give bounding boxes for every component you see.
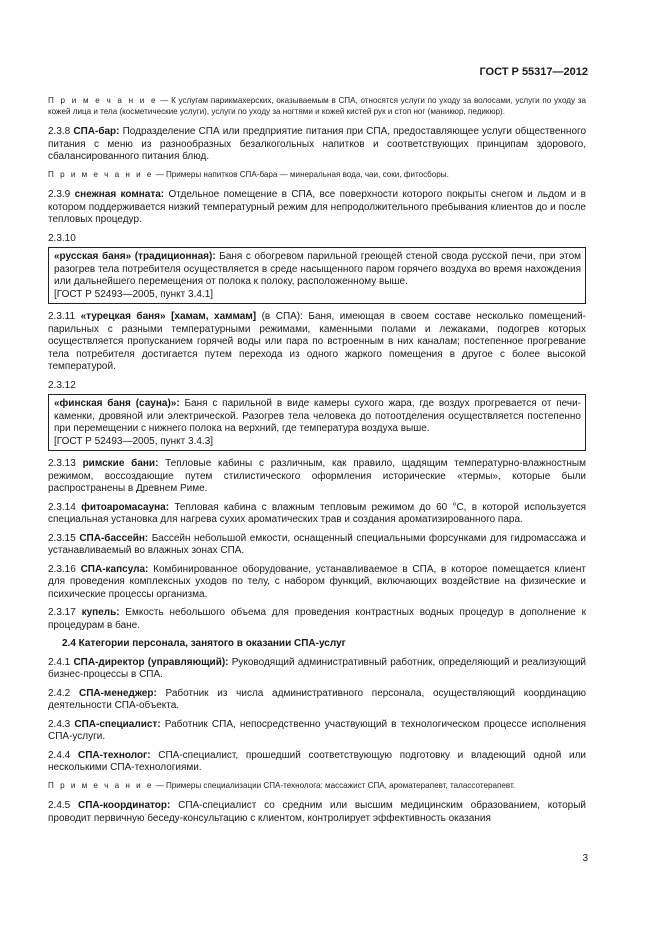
clause-number: 2.3.9 [48, 189, 71, 201]
clause-term: СПА-бар: [73, 126, 120, 138]
clause-2-3-10-box [48, 247, 586, 304]
clause-number: 2.3.14 [48, 501, 76, 513]
clause-number: 2.3.15 [48, 532, 76, 544]
clause-text: СПА-специалист, прошедший соответствующую подготовку и владеющий одной или несколькими СПА-технологиями. [48, 749, 586, 774]
note-label: П р и м е ч а н и е [48, 96, 158, 105]
clause-number: 2.3.16 [48, 563, 76, 575]
clause-2-3-8 [48, 126, 586, 164]
clause-term: фитоаромасауна: [81, 501, 170, 513]
clause-2-3-9 [48, 189, 586, 227]
clause-term: «финская баня (сауна)»: [54, 398, 180, 410]
clause-number: 2.3.11 [48, 311, 76, 323]
note-text: — Примеры специализации СПА-технолога: массажист СПА, ароматерапевт, талассотерапевт. [153, 780, 516, 790]
clause-2-3-13 [48, 458, 586, 496]
clause-term: СПА-менеджер: [78, 687, 157, 699]
clause-text: Работник из числа административного персонала, осуществляющий координацию деятельности СПА-объекта. [48, 687, 586, 712]
clause-number: 2.3.17 [48, 607, 76, 619]
note-text: — К услугам парикмахерских, оказываемым в СПА, относятся услуги по уходу за волосами, услуги по уходу за кожей лица и тела (косметические услуги), услуги по уходу за ногтями и кожей кистей рук и стоп ног (маникюр, педикюр). [48, 96, 586, 116]
clause-number: 2.4.2 [48, 687, 71, 699]
clause-number-2-3-12: 2.3.12 [48, 379, 76, 391]
note-label: П р и м е ч а н и е [48, 780, 154, 790]
clause-term: СПА-бассейн: [79, 532, 149, 544]
clause-2-3-12-box [48, 394, 586, 451]
clause-2-4-2 [48, 688, 586, 713]
clause-number: 2.4.1 [48, 656, 71, 668]
clause-term: СПА-капсула: [80, 563, 149, 575]
section-heading-2-4: 2.4 Категории персонала, занятого в оказании СПА-услуг [62, 638, 346, 650]
clause-2-3-15 [48, 533, 586, 558]
note-1 [48, 96, 586, 117]
clause-text: Баня с парильной в виде камеры сухого жара, где воздух прогревается от печи-каменки, дровяной или электрической. Разогрев тела человека до потоотделения осуществляется постепенно при перемещении с нижнего полока на верхний, где температура воздуха выше. [54, 398, 581, 435]
clause-number: 2.3.8 [48, 126, 71, 138]
clause-text: Тепловая кабина с влажным тепловым режимом до 60 °С, в которой используется специальная установка для нагрева сухих ароматических трав и создания ароматизированного пара. [48, 501, 587, 526]
clause-number: 2.4.3 [48, 718, 71, 730]
note-3 [48, 781, 586, 792]
note-2 [48, 170, 586, 181]
document-body [48, 96, 586, 831]
clause-reference: [ГОСТ Р 52493—2005, пункт 3.4.3] [54, 435, 214, 447]
clause-2-4-4 [48, 750, 586, 775]
clause-text: Руководящий административный работник, определяющий и реализующий бизнес-процессы в СПА. [48, 656, 586, 681]
clause-2-3-11 [48, 311, 586, 374]
clause-text: Подразделение СПА или предприятие питания при СПА, предоставляющее услуги общественного питания с меню из разнообразных безалкогольных напитков и соответствующих принципам здорового, сбалансированного питания блюд. [48, 126, 586, 163]
clause-number: 2.3.13 [48, 458, 76, 470]
clause-text: Тепловые кабины с различным, как правило, щадящим температурно-влажностным режимом, воссоздающие путем стилистического оформления исторические «термы», которые были распространены в Древнем Риме. [48, 458, 586, 495]
clause-text: Комбинированное оборудование, устанавливаемое в СПА, в которое помещается клиент для проведения комплексных уходов по телу, с набором функций, включающих воздействие на физические и психические процессы организма. [48, 563, 586, 600]
clause-text: СПА-специалист со средним или высшим медицинским образованием, который проводит первичную беседу-консультацию с клиентом, контролирует эффективность оказания [48, 800, 587, 824]
clause-2-3-14 [48, 502, 586, 527]
clause-text: Бассейн небольшой емкости, оснащенный специальными форсунками для гидромассажа и устанавливаемый во влажных зонах СПА. [48, 532, 586, 557]
clause-number-2-3-10: 2.3.10 [48, 232, 76, 244]
clause-term: СПА-технолог: [77, 749, 151, 761]
page-number: 3 [582, 853, 588, 864]
clause-term: СПА-директор (управляющий): [73, 656, 229, 668]
clause-number: 2.4.5 [48, 800, 71, 812]
clause-2-3-17 [48, 607, 586, 632]
clause-2-3-16 [48, 564, 586, 602]
clause-2-4-5 [48, 800, 586, 825]
clause-reference: [ГОСТ Р 52493—2005, пункт 3.4.1] [54, 288, 214, 300]
clause-text: (в СПА): Баня, имеющая в своем составе несколько помещений-парильных с разными температурными режимами, каменными полами и лежаками, подогрев которых осуществляется пропусканием горячей воды или пара по встроенным в них каналам; постепенное прогревание тела потребителя достигается путем перехода из одного жаркого помещения в другое с более высокой температурой. [48, 311, 587, 373]
clause-text: Отдельное помещение в СПА, все поверхности которого покрыты снегом и льдом и в котором поддерживается низкий температурный режим для непродолжительного пребывания клиентов до и после тепловых процедур. [48, 189, 586, 226]
note-text: — Примеры напитков СПА-бара — минеральная вода, чаи, соки, фитосборы. [153, 169, 449, 179]
clause-number: 2.4.4 [48, 749, 71, 761]
standard-header: ГОСТ Р 55317—2012 [479, 66, 588, 78]
clause-term: купель: [81, 607, 120, 619]
note-label: П р и м е ч а н и е [48, 169, 154, 179]
clause-term: СПА-специалист: [74, 718, 161, 730]
clause-term: снежная комната: [74, 189, 165, 201]
clause-text: Баня с обогревом парильной греющей стеной свода русской печи, при этом разогрев тела потребителя осуществляется в среде насыщенного паром горячего воздуха во время нахождения или дальнейшего перемещения от полока к полоку, расположенному выше. [54, 251, 582, 288]
clause-term: СПА-координатор: [78, 800, 171, 812]
clause-text: Емкость небольшого объема для проведения контрастных водных процедур в дополнение к процедурам в бане. [48, 607, 586, 631]
clause-term: римские бани: [82, 458, 159, 470]
clause-text: Работник СПА, непосредственно участвующий в технологическом процессе исполнения СПА-услуги. [48, 718, 587, 743]
clause-term: «русская баня» (традиционная): [54, 251, 216, 263]
clause-term: «турецкая баня» [хамам, хаммам] [80, 311, 257, 323]
clause-2-4-3 [48, 719, 586, 744]
clause-2-4-1 [48, 657, 586, 682]
